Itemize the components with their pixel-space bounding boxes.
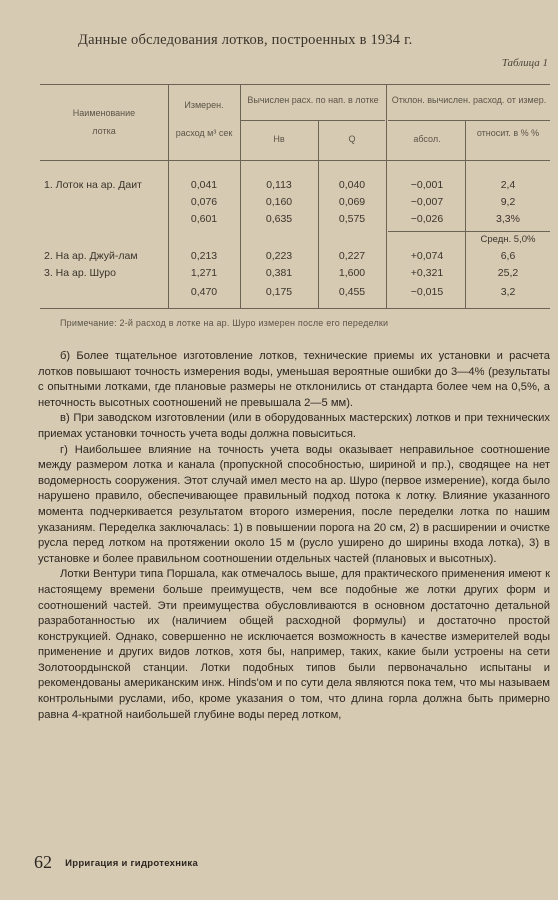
header-deviation-abs: абсол. (413, 134, 441, 144)
header-computed-h: Нв (273, 134, 285, 144)
header-measured-top: Измерен. (184, 100, 224, 110)
header-name-bottom: лотка (92, 126, 116, 136)
row-7-measured: 0,470 (190, 286, 218, 298)
col-divider-1 (168, 84, 169, 308)
row-7-h: 0,175 (265, 286, 293, 298)
row-6-name: 3. На ар. Шуро (44, 267, 116, 279)
header-deviation-top: Отклон. вычислен. расход. от измер. (391, 95, 547, 105)
col-divider-2 (240, 84, 241, 308)
row-6-qc: 1,600 (338, 267, 366, 279)
row-1-h: 0,113 (266, 179, 292, 191)
row-6-abs: +0,321 (410, 267, 444, 279)
row-1-qc: 0,040 (338, 179, 366, 191)
table-label: Таблица 1 (501, 57, 548, 69)
header-deviation-rel: относит. в % % (476, 128, 540, 138)
table-header-rule (40, 160, 550, 161)
row-1-name: 1. Лоток на ар. Даит (44, 179, 142, 191)
row-1-rel: 2,4 (500, 179, 516, 191)
computed-sub-rule (240, 120, 385, 121)
row-1-abs: −0,001 (410, 179, 444, 191)
row-7-qc: 0,455 (338, 286, 366, 298)
col-divider-3 (318, 120, 319, 308)
table-top-rule (40, 84, 550, 85)
row-3-measured: 0,601 (190, 213, 218, 225)
row-3-qc: 0,575 (338, 213, 366, 225)
row-5-rel: 6,6 (500, 250, 516, 262)
row-5-measured: 0,213 (190, 250, 218, 262)
row-2-rel: 9,2 (500, 196, 516, 208)
col-divider-5 (465, 120, 466, 308)
row-5-h: 0,223 (265, 250, 293, 262)
deviation-sub-rule (388, 120, 550, 121)
row-3-abs: −0,026 (410, 213, 444, 225)
row-2-measured: 0,076 (190, 196, 218, 208)
row-5-abs: +0,074 (410, 250, 444, 262)
row-1-measured: 0,041 (190, 179, 218, 191)
row-2-qc: 0,069 (338, 196, 366, 208)
page-footer (34, 852, 198, 873)
paragraph-v: в) При заводском изготовлении (или в оборудованных мастерских) лотков и при технических приемах установки точность учета воды должна повыситься. (38, 412, 550, 440)
row-5-name: 2. На ар. Джуй-лам (44, 250, 138, 262)
header-computed-q: Q (348, 134, 356, 144)
row-6-h: 0,381 (265, 267, 293, 279)
paragraph-venturi: Лотки Вентури типа Поршала, как отмечалось выше, для практического применения имеют к настоящему времени больше преимуществ, чем все подобные же лотки других форм и соотношений частей. Эти преимущества обусловливаются в основном достаточно детальной разработанностью их (наличием общей расходной формулы) и достаточно простой конструкцией. Однако, совершенно не исключается возможность в качестве измерителей воды применение и других видов лотков, хотя бы, например, таких, какие были устроены на сети Золотоордынской станции. Лотки подобных типов были первоначально испытаны и рекомендованы американским инж. Hinds'ом и по сути дела являются пока тем, что мы называем контрольными руслами, ибо, кроме указания о том, что длина горла должна быть примерно равна 4-кратной наибольшей глубине воды перед лотком, (38, 568, 550, 721)
col-divider-4 (386, 84, 387, 308)
row-2-abs: −0,007 (410, 196, 444, 208)
paragraph-g: г) Наибольшее влияние на точность учета воды оказывает неправильное соотношение между размером лотка и канала (пропускной способностью, шириной и пр.), сводящее на нет водомерность сооружения. Этот случай имел место на ар. Шуро (первое измерение), когда было нарушено правило, обеспечивающее правильный подход потока к лотку. Влияние указанного момента подчеркивается результатом второго измерения, после переделки лотка по нашим указаниям. Переделка заключалась: 1) в повышении порога на 20 см, 2) в расширении и очистке русла перед лотком на протяжении около 15 м (русло уширено до ширины входа лотка), 3) в установке и более правильном соотношении отдельных частей (плановых и высотных). (38, 443, 550, 565)
avg-rel: Средн. 5,0% (480, 234, 536, 245)
avg-rule (388, 231, 550, 232)
table-bottom-rule (40, 308, 550, 309)
row-6-rel: 25,2 (497, 267, 519, 279)
table-note: Примечание: 2-й расход в лотке на ар. Шуро измерен после его переделки (60, 318, 389, 328)
row-3-h: 0,635 (265, 213, 293, 225)
journal-title: Ирригация и гидротехника (65, 858, 199, 869)
row-6-measured: 1,271 (190, 267, 218, 279)
row-5-qc: 0,227 (338, 250, 366, 262)
table-title: Данные обследования лотков, построенных в 1934 г. (78, 32, 413, 48)
row-2-h: 0,160 (265, 196, 293, 208)
header-name-top: Наименование (72, 108, 136, 118)
header-measured-bottom: расход м³ сек (175, 128, 233, 138)
page-number: 62 (34, 852, 52, 872)
row-7-rel: 3,2 (500, 286, 516, 298)
paragraph-b: б) Более тщательное изготовление лотков, технические приемы их установки и расчета лотков повышают точность измерения воды, уменьшая вероятные ошибки до 3—4% (результаты с опытными лотками, где плановые размеры не отклонились от стандарта более чем на 0,5%, а неточность высотных соотношений не превышала 2—5 мм). (38, 350, 550, 409)
row-3-rel: 3,3% (496, 213, 520, 225)
body-text (38, 349, 550, 723)
row-7-abs: −0,015 (410, 286, 444, 298)
header-computed-top: Вычислен расх. по нап. в лотке (247, 95, 379, 105)
